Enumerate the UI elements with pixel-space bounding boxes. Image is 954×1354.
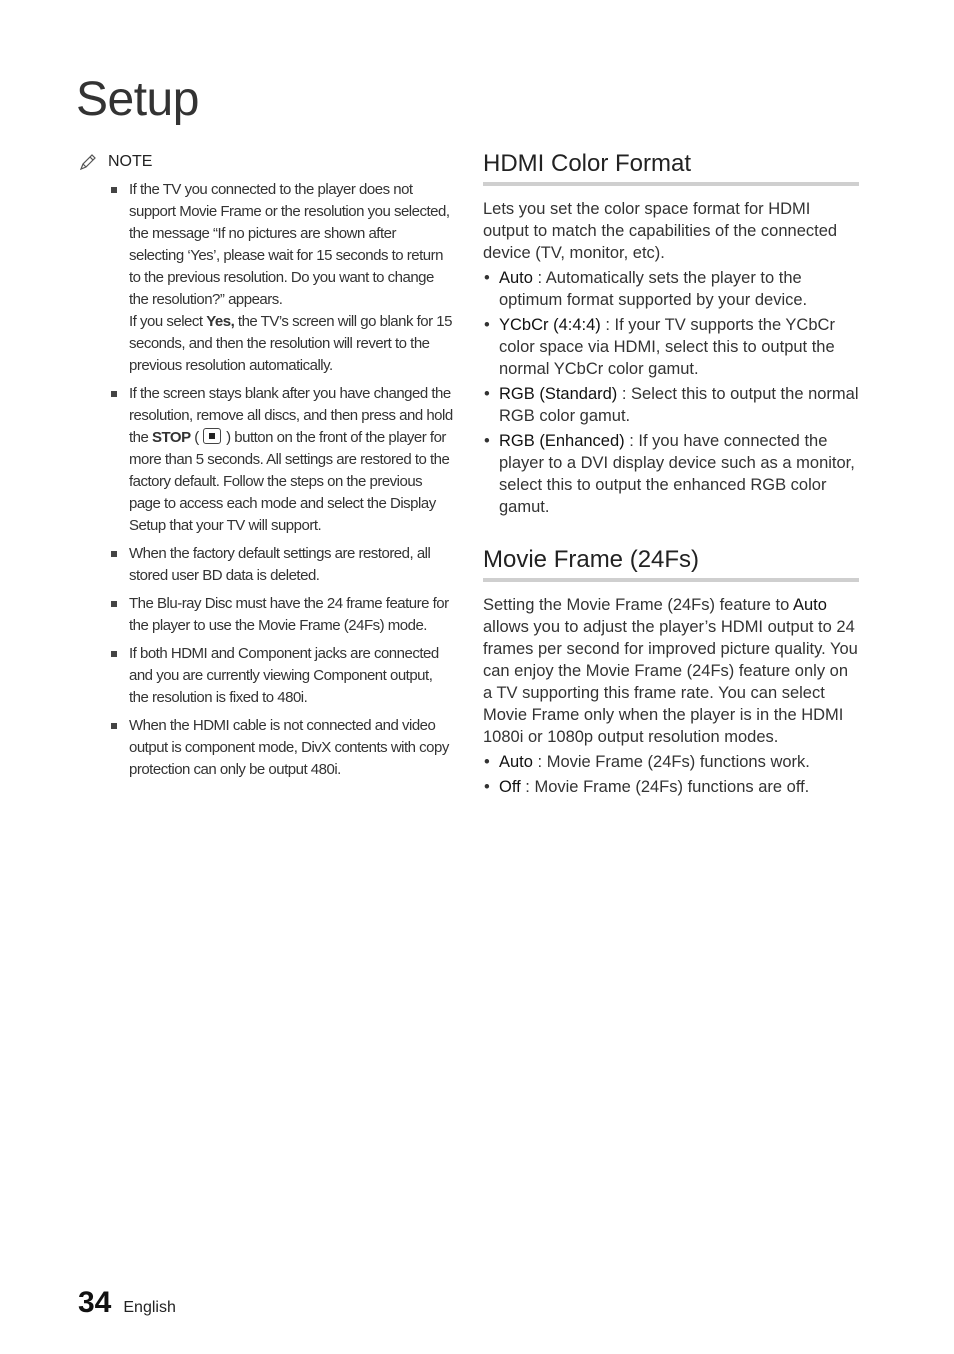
page-footer (78, 1286, 176, 1320)
page-number: 34 (78, 1286, 112, 1319)
stop-button-icon (203, 428, 221, 444)
square-bullet-icon (111, 723, 117, 729)
option-item (483, 751, 859, 773)
note-item (108, 383, 454, 537)
page-title: Setup (76, 73, 199, 126)
option-desc: : Movie Frame (24Fs) functions work. (532, 753, 810, 771)
option-term: Off (499, 778, 521, 796)
note-item (108, 715, 454, 781)
option-desc: : Select this to output the normal RGB color gamut. (499, 385, 859, 425)
settings-column (483, 150, 859, 801)
bullet-dot: • (484, 753, 490, 771)
page-language: English (123, 1299, 176, 1316)
note-continuation: If you select Yes, the TV’s screen will go blank for 15 seconds, and then the resolution will revert to the previous resolution automatically. (129, 313, 452, 374)
option-term: YCbCr (4:4:4) (499, 316, 601, 334)
pencil-note-icon (78, 152, 98, 172)
option-list (483, 751, 859, 798)
note-column (78, 152, 454, 787)
note-item (108, 643, 454, 709)
yes-term: Yes, (206, 313, 235, 330)
section-title: Movie Frame (24Fs) (483, 546, 859, 582)
option-item (483, 383, 859, 427)
option-item (483, 314, 859, 380)
note-text: If the screen stays blank after you have changed the resolution, remove all discs, and then press and hold the STOP ( ) button on the front of the player for more than 5 seconds. All settings are restored to the factory default. Follow the steps on the previous page to access each mode and select the Display Setup that your TV will support. (129, 385, 453, 534)
section-intro: Setting the Movie Frame (24Fs) feature to Auto allows you to adjust the player’s HDMI output to 24 frames per second for improved picture quality. You can enjoy the Movie Frame (24Fs) feature only on a TV supporting this frame rate. You can select Movie Frame only when the player is in the HDMI 1080i or 1080p output resolution modes. (483, 596, 858, 746)
auto-term: Auto (792, 596, 827, 614)
bullet-dot: • (484, 432, 490, 450)
note-text: The Blu-ray Disc must have the 24 frame feature for the player to use the Movie Frame (24Fs) mode. (129, 595, 449, 634)
option-term: Auto (499, 753, 533, 771)
option-item (483, 776, 859, 798)
note-header (78, 152, 454, 172)
option-desc: : Movie Frame (24Fs) functions are off. (520, 778, 810, 796)
bullet-dot: • (484, 778, 490, 796)
option-term: RGB (Standard) (499, 385, 618, 403)
bullet-dot: • (484, 316, 490, 334)
square-bullet-icon (111, 651, 117, 657)
section-intro: Lets you set the color space format for HDMI output to match the capabilities of the connected device (TV, monitor, etc). (483, 200, 838, 262)
note-item (108, 543, 454, 587)
option-desc: : Automatically sets the player to the optimum format supported by your device. (499, 269, 808, 309)
option-item (483, 430, 859, 518)
square-bullet-icon (111, 551, 117, 557)
note-list (78, 179, 454, 781)
section-title: HDMI Color Format (483, 150, 859, 186)
note-label: NOTE (108, 153, 153, 170)
bullet-dot: • (484, 269, 490, 287)
option-term: Auto (499, 269, 533, 287)
note-text: When the factory default settings are restored, all stored user BD data is deleted. (129, 545, 431, 584)
note-item (108, 179, 454, 377)
option-item (483, 267, 859, 311)
note-item (108, 593, 454, 637)
movie-frame-section (483, 546, 859, 798)
square-bullet-icon (111, 391, 117, 397)
option-term: RGB (Enhanced) (499, 432, 625, 450)
square-bullet-icon (111, 187, 117, 193)
option-desc: : If your TV supports the YCbCr color space via HDMI, select this to output the normal YCbCr color gamut. (499, 316, 835, 378)
hdmi-color-format-section (483, 150, 859, 518)
option-desc: : If you have connected the player to a DVI display device such as a monitor, select this to output the enhanced RGB color gamut. (499, 432, 855, 516)
note-text: If both HDMI and Component jacks are connected and you are currently viewing Component output, the resolution is fixed to 480i. (129, 645, 439, 706)
option-list (483, 267, 859, 518)
note-text: If the TV you connected to the player does not support Movie Frame or the resolution you selected, the message “If no pictures are shown after selecting ‘Yes’, please wait for 15 seconds to return to the previous resolution. Do you want to change the resolution?” appears. (129, 181, 450, 308)
stop-term: STOP (152, 429, 191, 446)
square-bullet-icon (111, 601, 117, 607)
note-text: When the HDMI cable is not connected and video output is component mode, DivX contents with copy protection can only be output 480i. (129, 717, 449, 778)
bullet-dot: • (484, 385, 490, 403)
